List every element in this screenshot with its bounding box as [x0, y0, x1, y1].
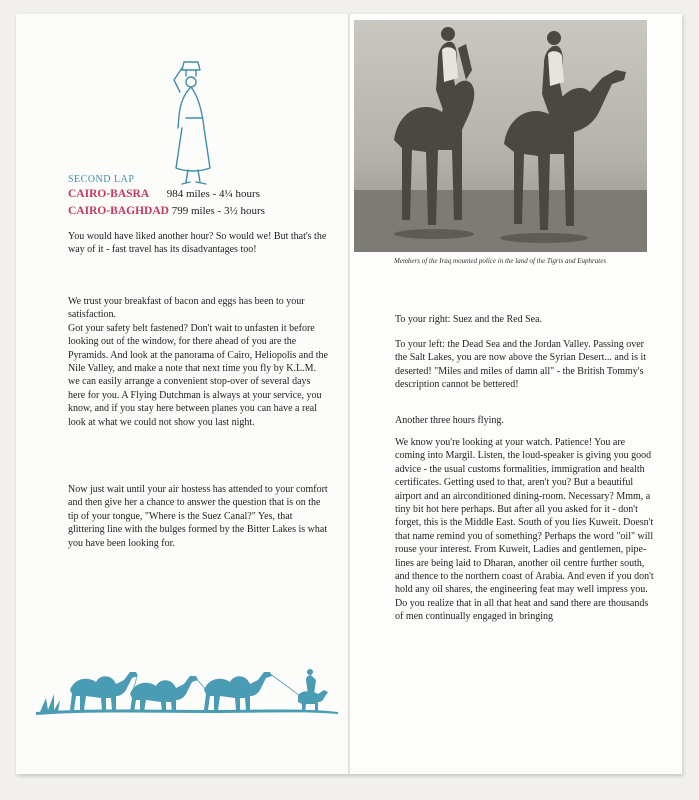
route-cairo-baghdad: [68, 205, 265, 217]
booklet-spread: [16, 14, 682, 774]
left-paragraph-2: We trust your breakfast of bacon and eggs has been to your satisfaction. Got your safety belt fastened? Don't wait to unfasten it before looking out of the window, for there ahead of you are the Pyramids. And look at the panorama of Cairo, Heliopolis and the Nile Valley, and make a note that next time you fly by K.L.M. we can easily arrange a convenient stop-over of several days here for you. A Flying Dutchman is always at your service, you know, and if you stay here between planes you can have a real look at what we could not show you last night.: [68, 296, 328, 428]
right-paragraph-4: We know you're looking at your watch. Patience! You are coming into Margil. Listen, the loud-speaker is giving you good advice - the usual customs formalities, immigration and health certificates. Getting used to that, aren't you? But a beautiful airport and an airconditioned dining-room. Necessary? Mmm, a tiny bit hot here perhaps. But after all you asked for it - don't forget, this is the Middle East. South of you lies Kuweit. Doesn't that name remind you of something? Perhaps the word "oil" will rouse your interest. From Kuweit, Ladies and gentlemen, pipe-lines are being laid to Dharan, another oil centre further south, and thence to the northern coast of Arabia. And even if you don't hold any oil shares, the engineering feat may well impress you. Do you realize that in all that heat and sand there are thousands of men continually engaged in bringing: [395, 437, 654, 623]
water-carrier-illustration: [166, 58, 216, 188]
route-cairo-basra: [68, 188, 260, 200]
right-paragraph-2: To your left: the Dead Sea and the Jordan Valley. Passing over the Salt Lakes, you are now above the Syrian Desert... and is it deserted! "Miles and miles of damn all" - the British Tommy's description cannot be bettered!: [395, 339, 647, 391]
right-paragraph-3: Another three hours flying.: [395, 415, 504, 426]
route-name: CAIRO-BAGHDAD: [68, 205, 169, 217]
route-distance: 799 miles - 3½ hours: [171, 205, 265, 217]
left-page: [16, 14, 348, 774]
section-label: SECOND LAP: [68, 174, 135, 185]
right-page: [350, 14, 682, 774]
mounted-police-photo: [354, 20, 647, 252]
left-paragraph-3: Now just wait until your air hostess has attended to your comfort and then give her a chance to answer the question that is on the tip of your tongue, "Where is the Suez Canal?" Yes, that glittering line with the bulges formed by the Bitter Lakes is what you have been looking for.: [68, 484, 328, 549]
camel-caravan-illustration: [26, 650, 344, 730]
left-paragraph-1: You would have liked another hour? So would we! But that's the way of it - fast travel has its disadvantages too!: [68, 231, 327, 256]
right-paragraph-1: To your right: Suez and the Red Sea.: [395, 314, 543, 325]
photo-caption: Members of the Iraq mounted police in the land of the Tigris and Euphrates: [393, 257, 607, 265]
route-name: CAIRO-BASRA: [68, 188, 150, 200]
route-distance: 984 miles - 4¼ hours: [166, 188, 260, 200]
